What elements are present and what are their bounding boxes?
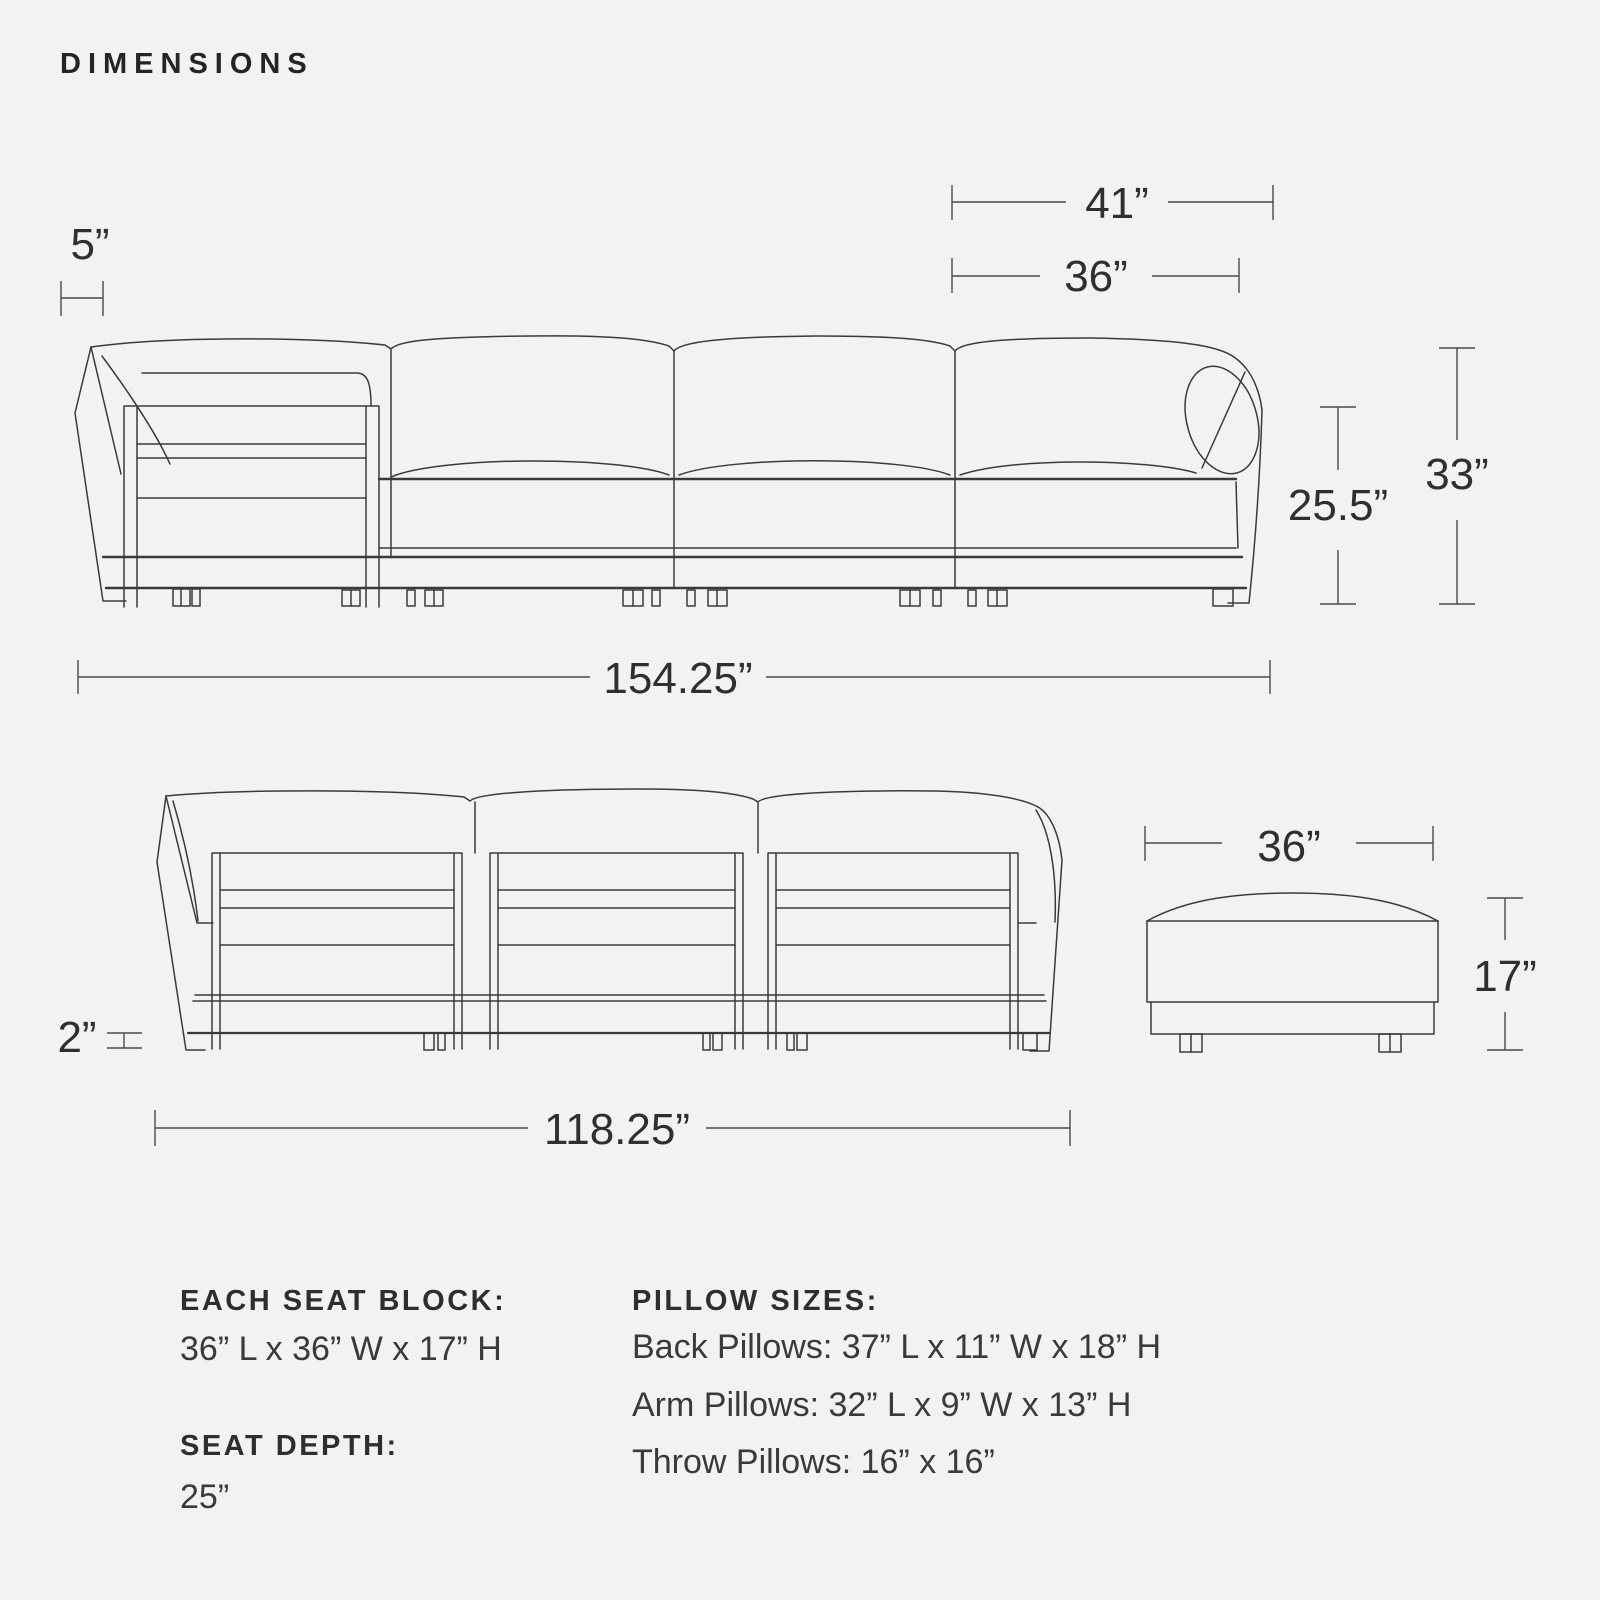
dim-label-ottoman-height: 17”: [1473, 952, 1537, 1001]
spec-value-throw-pillows: Throw Pillows: 16” x 16”: [632, 1443, 995, 1481]
front-bolster-seam: [1202, 372, 1245, 468]
spec-heading-seat-depth: SEAT DEPTH:: [180, 1430, 399, 1462]
ottoman-cushion-sides: [1147, 921, 1438, 1002]
back-base-band: [193, 995, 1046, 1001]
dim-label-overall-height: 33”: [1425, 450, 1489, 499]
front-frame-posts: [124, 406, 379, 607]
spec-value-arm-pillows: Arm Pillows: 32” L x 9” W x 13” H: [632, 1386, 1132, 1424]
front-seat-seams: [391, 350, 955, 587]
back-left-arm-slope: [166, 796, 213, 923]
front-corner-cushion-top: [142, 373, 371, 406]
dim-label-leg-height: 2”: [57, 1013, 97, 1062]
spec-value-back-pillows: Back Pillows: 37” L x 11” W x 18” H: [632, 1328, 1162, 1366]
back-frame-module-3: [768, 853, 1018, 1049]
back-cushion-outline: [166, 789, 1038, 807]
dim-label-back-length: 118.25”: [544, 1105, 690, 1154]
ottoman-drawing: [1147, 893, 1438, 1052]
front-left-arm-slope: [91, 347, 121, 474]
spec-heading-seat-block: EACH SEAT BLOCK:: [180, 1285, 507, 1317]
front-frame-boards: [137, 444, 366, 498]
dim-label-end-seat: 36”: [1064, 252, 1128, 301]
back-frame-module-2: [490, 853, 743, 1049]
front-right-arm-inner: [1236, 482, 1238, 548]
dim-label-overall-length: 154.25”: [603, 654, 753, 703]
front-bolster-pillow: [1173, 357, 1271, 482]
front-left-cushion-curve: [102, 356, 170, 464]
back-elevation-drawing: [157, 789, 1062, 1051]
back-legs: [424, 1033, 1037, 1050]
spec-value-seat-block: 36” L x 36” W x 17” H: [180, 1330, 502, 1368]
dim-label-back-height: 25.5”: [1287, 481, 1389, 530]
front-elevation-dimensions: [61, 185, 1475, 694]
dim-line-arm-width: [61, 281, 103, 316]
ottoman-cushion-top: [1147, 893, 1438, 921]
ottoman-base: [1151, 1002, 1434, 1034]
back-frame-module-1: [212, 853, 462, 1049]
page-title: DIMENSIONS: [60, 48, 314, 80]
spec-heading-pillow-sizes: PILLOW SIZES:: [632, 1285, 879, 1317]
front-right-arm: [1228, 410, 1262, 603]
back-left-cushion-curve: [173, 801, 198, 921]
dim-label-end-section: 41”: [1085, 179, 1149, 228]
back-right-bolster-curve: [1018, 810, 1055, 923]
front-seat-cushions: [391, 461, 1196, 477]
back-cushion-seams: [475, 802, 758, 853]
ottoman-legs: [1180, 1034, 1401, 1052]
front-elevation-drawing: [75, 336, 1271, 607]
ottoman-dimensions: [1145, 826, 1523, 1050]
front-legs: [173, 589, 1233, 606]
dim-line-leg-height: [107, 1033, 142, 1048]
spec-value-seat-depth: 25”: [180, 1478, 230, 1516]
back-right-arm: [1030, 807, 1062, 1051]
dim-label-arm-width: 5”: [70, 220, 110, 269]
dim-label-ottoman-width: 36”: [1257, 822, 1321, 871]
